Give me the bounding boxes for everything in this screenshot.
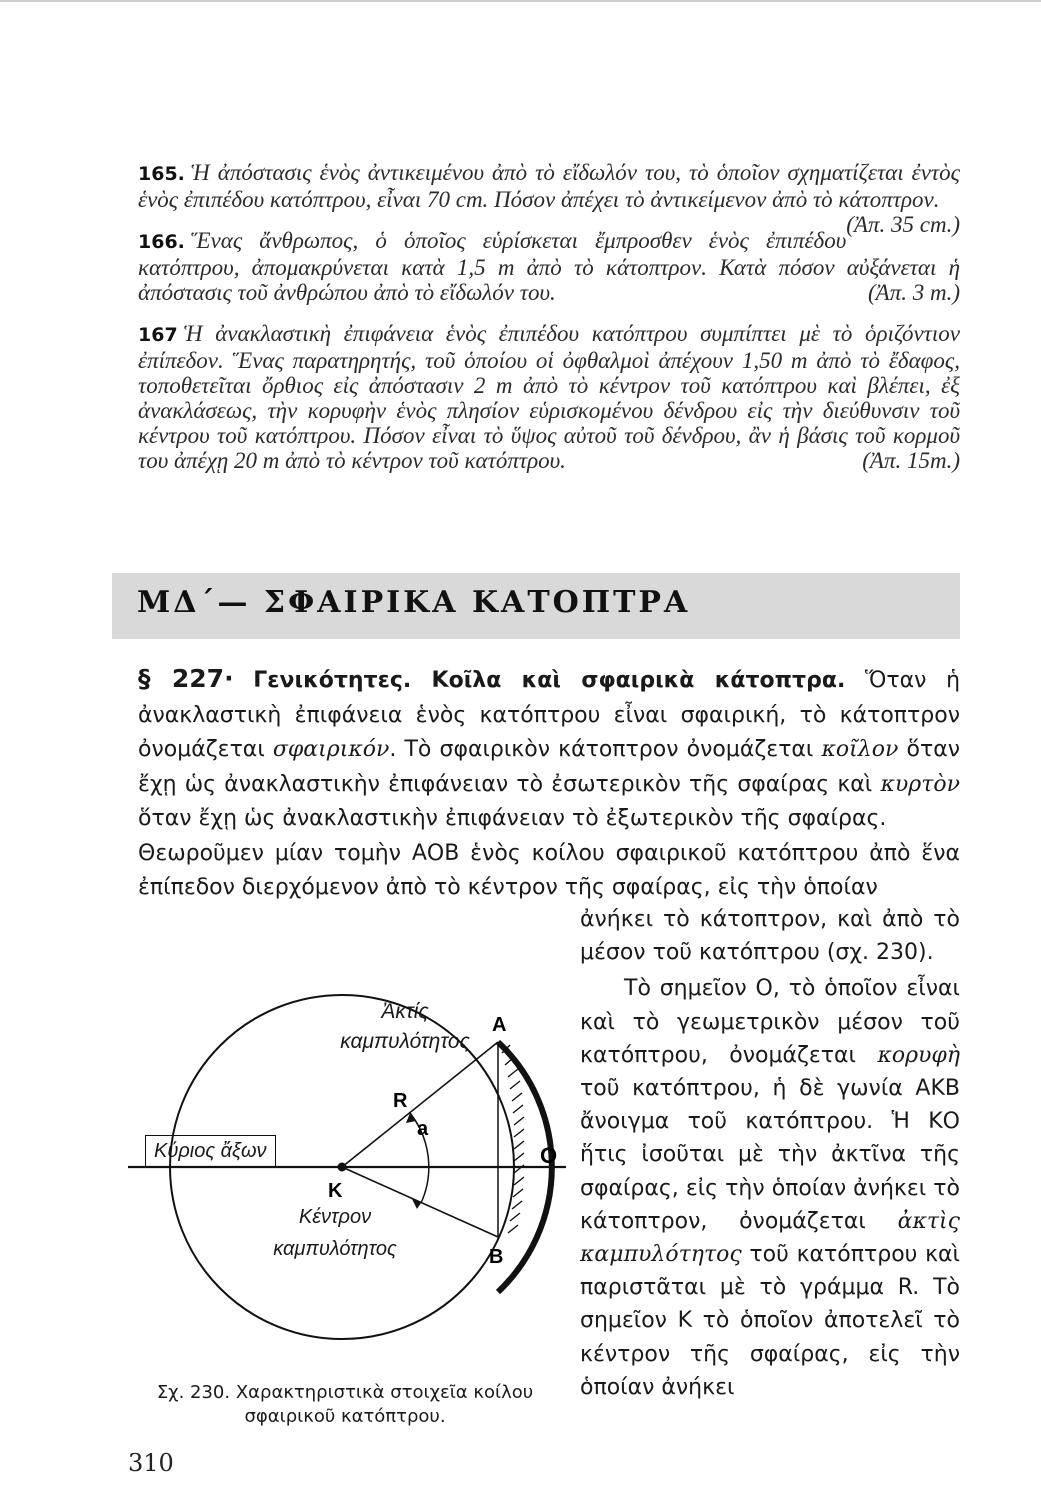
- problem-text: Ἡ ἀπόστασις ἑνὸς ἀντικειμένου ἀπὸ τὸ εἴδωλόν του, τὸ ὁποῖον σχηματίζεται ἐντὸς ἑνὸς ἐπιπέδου κατόπτρου, εἶναι 70 cm. Πόσον ἀπέχει τὸ ἀντικείμενον ἀπὸ τὸ κάτοπτρον.: [138, 160, 960, 212]
- axis-label-box: [145, 1135, 315, 1169]
- problem-number: 166.: [138, 231, 185, 253]
- page-number: 310: [128, 1449, 174, 1477]
- symbol-r-label: R: [393, 1090, 408, 1112]
- chapter-heading: ΜΔ΄— ΣΦΑΙΡΙΚΑ ΚΑΤΟΠΤΡΑ: [137, 585, 691, 620]
- problem-text: Ἡ ἀνακλαστικὴ ἐπιφάνεια ἑνὸς ἐπιπέδου κατόπτρου συμπίπτει μὲ τὸ ὁριζόντιον ἐπίπεδον. Ἕνας παρατηρητής, τοῦ ὁποίου οἱ ὀφθαλμοὶ ἀπέχουν 1,50 m ἀπὸ τὸ ἔδαφος, τοποθετεῖται ὄρθιος εἰς ἀπόστασιν 2 m ἀπὸ τὸ κέντρον τοῦ κατόπτρου καὶ βλέπει, ἐξ ἀνακλάσεως, τὴν κορυφὴν ἑνὸς πλησίον εὑρισκομένου δένδρου εἰς τὴν διεύθυνσιν τοῦ κέντρου τοῦ κατόπτρου. Πόσον εἶναι τὸ ὕψος αὐτοῦ τοῦ δένδρου, ἂν ἡ βάσις τοῦ κορμοῦ του ἀπέχῃ 20 m ἀπὸ τὸ κέντρον τοῦ κατόπτρου.: [138, 321, 960, 473]
- paragraph-3: [580, 972, 960, 1404]
- principal-axis-label: Κύριος ἄξων: [145, 1135, 276, 1166]
- paragraph-3c: τοῦ κατόπτρου καὶ παριστᾶται μὲ τὸ γράμμα R. Τὸ σημεῖον Κ τὸ ὁποῖον ἀποτελεῖ τὸ κέντρον τῆς σφαίρας, εἰς τὴν ὁποίαν ἀνήκει: [580, 1242, 960, 1400]
- section-title: Γενικότητες. Κοῖλα καὶ σφαιρικὰ κάτοπτρα.: [253, 668, 846, 693]
- problem-number: 167: [138, 324, 178, 346]
- paragraph-2-end: ἀνήκει τὸ κάτοπτρον, καὶ ἀπὸ τὸ μέσον τοῦ κατόπτρου (σχ. 230).: [580, 907, 960, 966]
- point-b-label: B: [489, 1246, 504, 1268]
- term-convex: κυρτὸν: [880, 771, 960, 797]
- center-point-k: [338, 1163, 347, 1172]
- center-label-box: [250, 1201, 420, 1281]
- section-number: § 227·: [138, 664, 234, 693]
- radius-of-curvature-label: Ἀκτίς καμπυλότητος: [340, 1000, 470, 1053]
- term-spherical: σφαιρικόν: [272, 737, 390, 762]
- point-a-label: A: [492, 1014, 507, 1036]
- problem-167: [138, 321, 960, 473]
- point-k-label: K: [328, 1180, 343, 1202]
- term-radius-of-curvature: ἀκτὶς καμπυλότητος: [580, 1208, 960, 1268]
- symbol-angle-label: a: [417, 1118, 429, 1140]
- problem-165: [138, 160, 960, 237]
- problem-answer: (Ἀπ. 15m.): [862, 448, 960, 473]
- paragraph-1b: . Τὸ σφαιρικὸν κάτοπτρον ὀνομάζεται: [389, 737, 814, 762]
- paragraph-1c: ὅταν ἔχῃ ὡς ἀνακλαστικὴν ἐπιφάνειαν τὸ ἐσωτερικὸν τῆς σφαίρας καὶ: [138, 737, 960, 797]
- right-column-text: [580, 903, 960, 1404]
- figure-caption: Σχ. 230. Χαρακτηριστικὰ στοιχεῖα κοίλου σφαιρικοῦ κατόπτρου.: [156, 1382, 534, 1427]
- term-vertex: κορυφὴ: [877, 1042, 961, 1068]
- problem-166: [138, 228, 960, 305]
- page-edge-line: [0, 0, 1041, 2]
- center-of-curvature-label: Κέντρον καμπυλότητος: [273, 1206, 397, 1260]
- paragraph-1a: Ὅταν ἡ ἀνακλαστικὴ ἐπιφάνεια ἑνὸς κατόπτρου εἶναι σφαιρική, τὸ κάτοπτρον ὀνομάζεται: [138, 668, 961, 762]
- problem-answer: (Ἀπ. 35 cm.): [846, 212, 960, 237]
- paragraph-2: Θεωροῦμεν μίαν τομὴν ΑΟΒ ἑνὸς κοίλου σφαιρικοῦ κατόπτρου ἀπὸ ἕνα ἐπίπεδον διερχόμενον ἀπὸ τὸ κέντρον τῆς σφαίρας, εἰς τὴν ὁποίαν: [138, 840, 960, 900]
- paragraph-3b: τοῦ κατόπτρου, ἡ δὲ γωνία ΑΚΒ ἄνοιγμα τοῦ κατόπτρου. Ἡ ΚΟ ἥτις ἰσοῦται μὲ τὴν ἀκτῖνα τῆς σφαίρας, εἰς τὴν ὁποίαν ἀνήκει τὸ κάτοπτρον, ὀνομάζεται: [580, 1076, 960, 1234]
- problems-section: [138, 160, 960, 489]
- paragraph-3a: Τὸ σημεῖον Ο, τὸ ὁποῖον εἶναι καὶ τὸ γεωμετρικὸν μέσον τοῦ κατόπτρου, ὀνομάζεται: [580, 976, 960, 1068]
- problem-text: Ἕνας ἄνθρωπος, ὁ ὁποῖος εὑρίσκεται ἔμπροσθεν ἑνὸς ἐπιπέδου κατόπτρου, ἀπομακρύνεται κατὰ 1,5 m ἀπὸ τὸ κάτοπτρον. Κατὰ πόσον αὐξάνεται ἡ ἀπόστασις τοῦ ἀνθρώπου ἀπὸ τὸ εἴδωλόν του.: [138, 228, 960, 305]
- term-concave: κοῖλον: [821, 737, 899, 762]
- chapter-heading-banner: [112, 573, 960, 639]
- concave-mirror-figure: [110, 975, 570, 1375]
- paragraph-1d: ὅταν ἔχῃ ὡς ἀνακλαστικὴν ἐπιφάνειαν τὸ ἐξωτερικὸν τῆς σφαίρας.: [138, 806, 887, 831]
- point-o-label: O: [540, 1143, 558, 1168]
- radius-label-box: [315, 997, 495, 1067]
- problem-number: 165.: [138, 163, 185, 185]
- section-text: [138, 662, 960, 906]
- problem-answer: (Ἀπ. 3 m.): [868, 280, 960, 305]
